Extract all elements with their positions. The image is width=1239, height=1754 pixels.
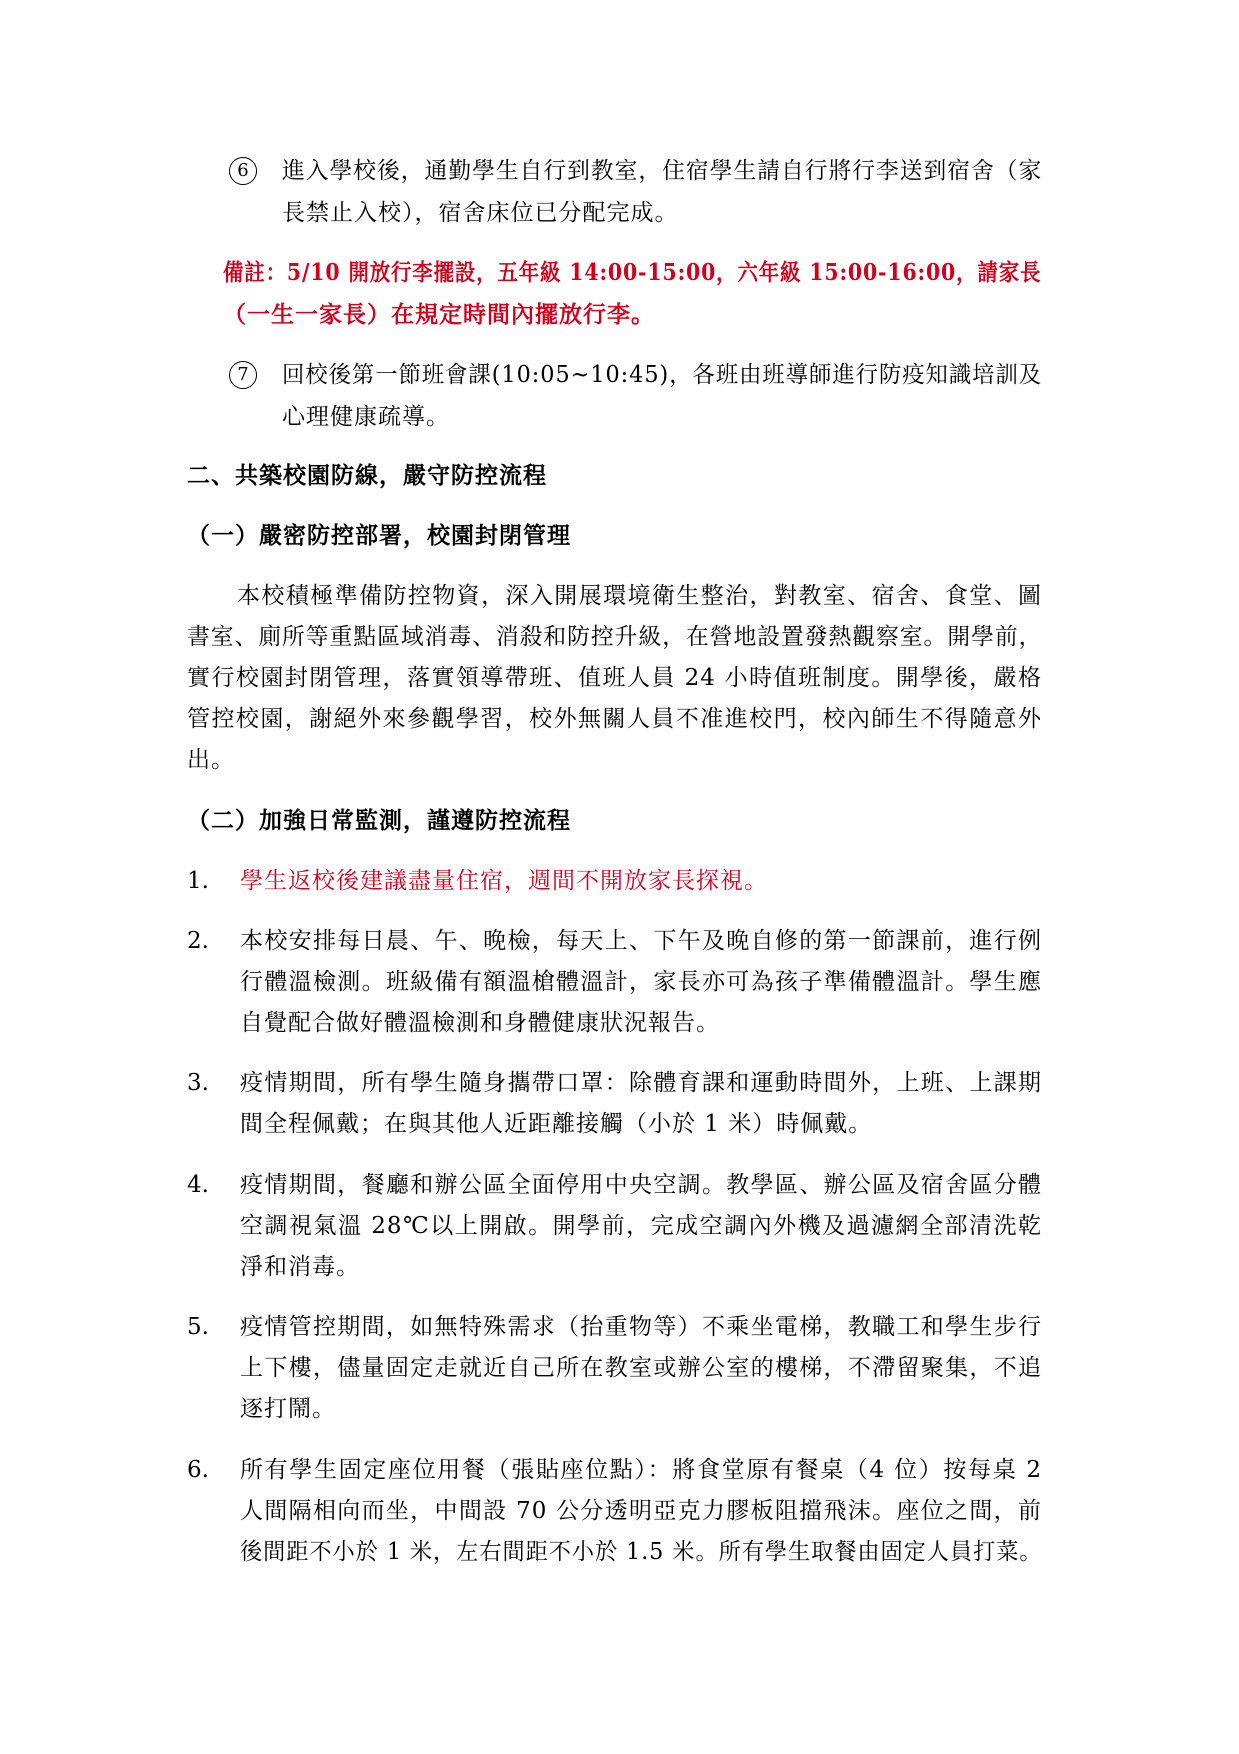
paragraph-line-3: 實行校園封閉管理，落實領導帶班、值班人員 24 小時值班制度。開學後，嚴格	[187, 665, 1042, 691]
section-2-heading: 二、共築校園防線，嚴守防控流程	[187, 462, 547, 489]
remark-line-1: 備註：5/10 開放行李擺設，五年級 14:00-15:00，六年級 15:00-16:00，請家長	[223, 259, 1042, 286]
list-item-6-line-1: 所有學生固定座位用餐（張貼座位點）：將食堂原有餐桌（4 位）按每桌 2	[240, 1457, 1042, 1483]
list-number-2: 2.	[187, 928, 209, 954]
item-6-line-2: 長禁止入校），宿舍床位已分配完成。	[282, 200, 679, 226]
list-item-4-line-1: 疫情期間，餐廳和辦公區全面停用中央空調。教學區、辦公區及宿舍區分體	[240, 1172, 1042, 1198]
list-number-5: 5.	[187, 1314, 209, 1340]
item-6-line-1: 進入學校後，通勤學生自行到教室，住宿學生請自行將行李送到宿舍（家	[282, 158, 1043, 184]
subsection-2-heading: （二）加強日常監測，謹遵防控流程	[187, 807, 571, 834]
list-item-4-line-2: 空調視氣溫 28℃以上開啟。開學前，完成空調內外機及過濾網全部清洗乾	[240, 1213, 1042, 1239]
list-number-4: 4.	[187, 1172, 209, 1198]
paragraph-line-1: 本校積極準備防控物資，深入開展環境衛生整治，對教室、宿舍、食堂、圖	[237, 583, 1042, 609]
item-7-line-2: 心理健康疏導。	[282, 404, 450, 430]
list-number-1: 1.	[187, 868, 209, 894]
circled-number-7: 7	[229, 361, 257, 389]
remark-line-2: （一生一家長）在規定時間內擺放行李。	[223, 301, 655, 328]
list-item-2-line-2: 行體溫檢測。班級備有額溫槍體溫計，家長亦可為孩子準備體溫計。學生應	[240, 969, 1042, 995]
list-number-6: 6.	[187, 1457, 209, 1483]
list-item-3-line-1: 疫情期間，所有學生隨身攜帶口罩：除體育課和運動時間外，上班、上課期	[240, 1070, 1042, 1096]
list-item-2-line-1: 本校安排每日晨、午、晚檢，每天上、下午及晚自修的第一節課前，進行例	[240, 928, 1042, 954]
list-item-6-line-3: 後間距不小於 1 米，左右間距不小於 1.5 米。所有學生取餐由固定人員打菜。	[240, 1539, 1043, 1565]
list-item-5-line-2: 上下樓，儘量固定走就近自己所在教室或辦公室的樓梯，不滯留聚集，不追	[240, 1355, 1042, 1381]
list-item-6-line-2: 人間隔相向而坐，中間設 70 公分透明亞克力膠板阻擋飛沫。座位之間，前	[240, 1498, 1042, 1524]
paragraph-line-5: 出。	[187, 747, 235, 773]
subsection-1-heading: （一）嚴密防控部署，校園封閉管理	[187, 522, 571, 549]
circled-number-6: 6	[229, 157, 257, 185]
item-7-line-1: 回校後第一節班會課(10:05~10:45)，各班由班導師進行防疫知識培訓及	[282, 362, 1043, 388]
list-item-1-line-1: 學生返校後建議盡量住宿，週間不開放家長探視。	[240, 868, 768, 894]
list-item-2-line-3: 自覺配合做好體溫檢測和身體健康狀況報告。	[240, 1010, 720, 1036]
list-item-5-line-1: 疫情管控期間，如無特殊需求（抬重物等）不乘坐電梯，教職工和學生步行	[240, 1314, 1042, 1340]
list-item-3-line-2: 間全程佩戴；在與其他人近距離接觸（小於 1 米）時佩戴。	[240, 1111, 873, 1137]
paragraph-line-2: 書室、廁所等重點區域消毒、消殺和防控升級，在營地設置發熱觀察室。開學前，	[187, 624, 1043, 650]
paragraph-line-4: 管控校園，謝絕外來參觀學習，校外無關人員不准進校門，校內師生不得隨意外	[187, 706, 1042, 732]
list-number-3: 3.	[187, 1070, 209, 1096]
list-item-4-line-3: 淨和消毒。	[240, 1254, 360, 1280]
list-item-5-line-3: 逐打鬧。	[240, 1396, 336, 1422]
